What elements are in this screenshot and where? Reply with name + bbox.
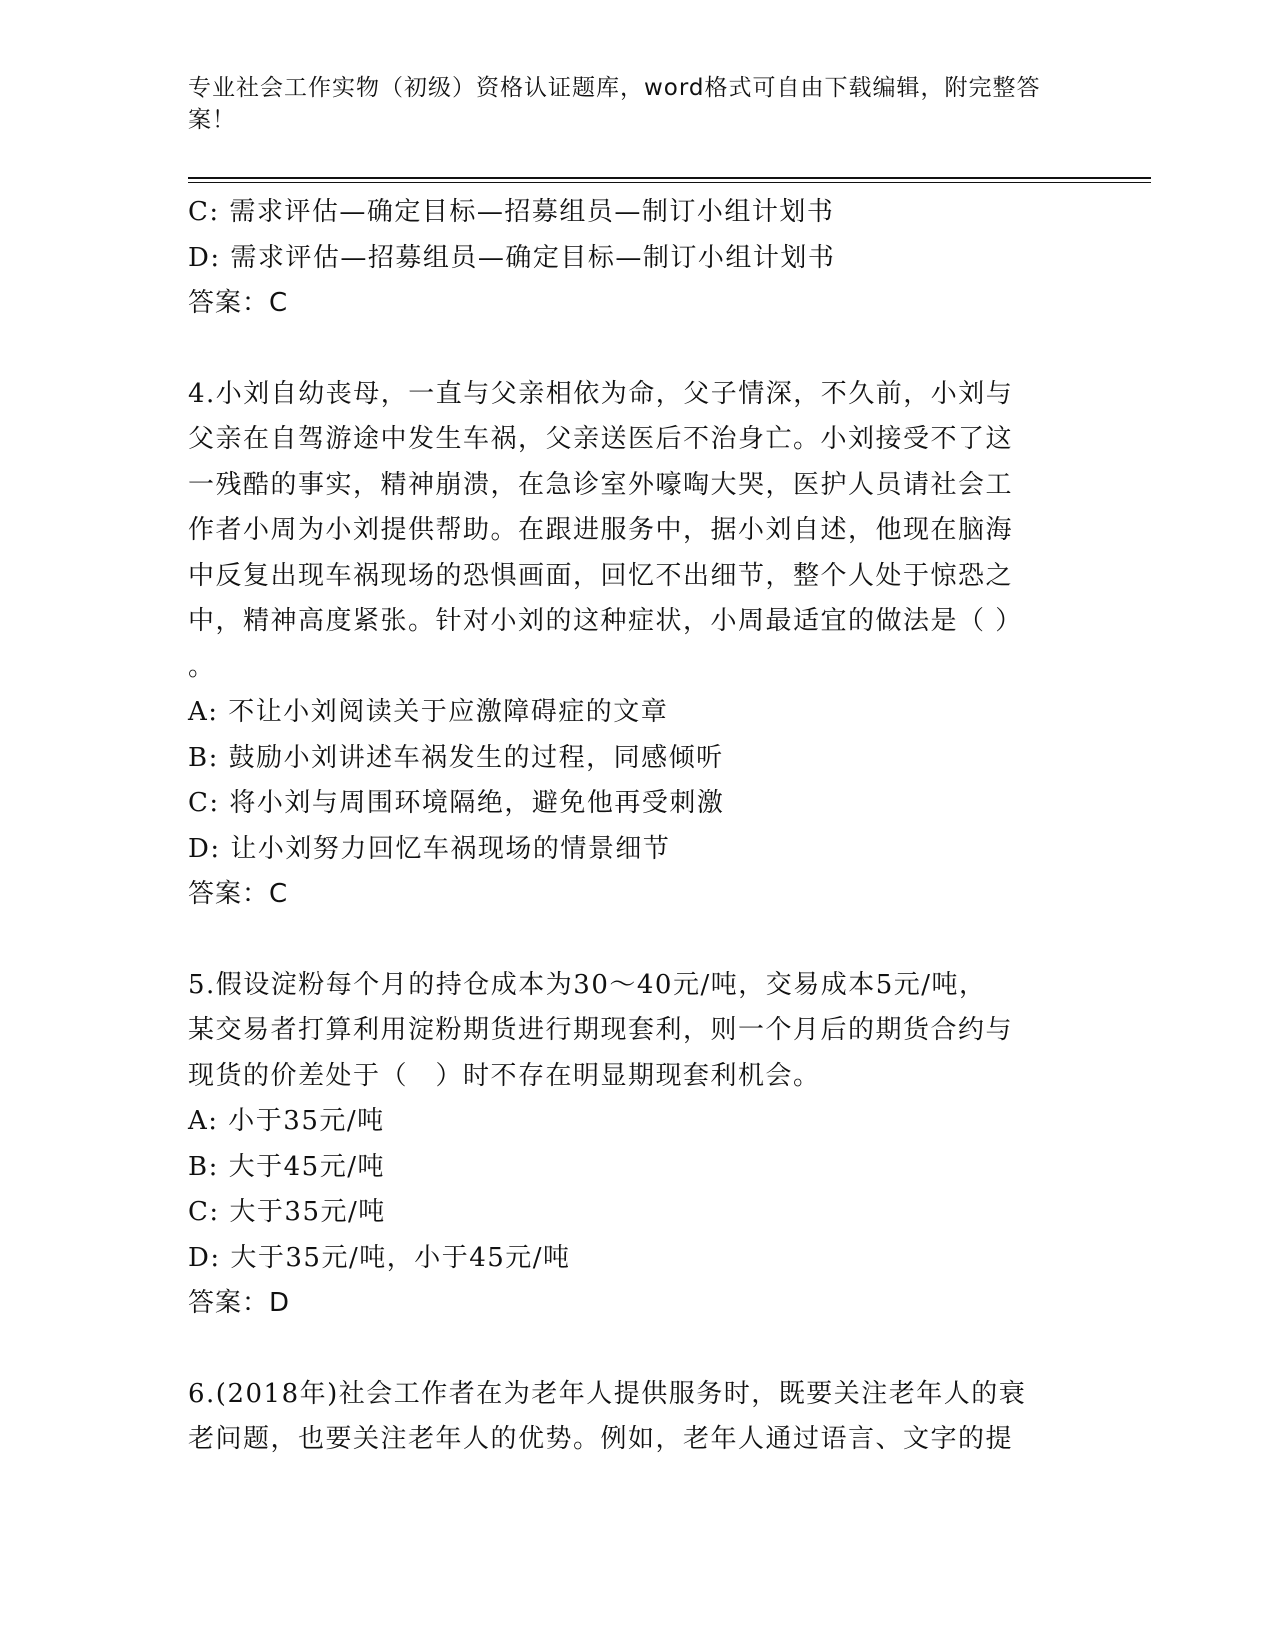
option-a: A: 小于35元/吨 [188,1106,385,1136]
answer-line: 答案：C [188,879,289,909]
question-stem-line: 5.假设淀粉每个月的持仓成本为30～40元/吨，交易成本5元/吨， [188,969,987,1000]
question-stem-line: 某交易者打算利用淀粉期货进行期现套利，则一个月后的期货合约与 [188,1015,1014,1045]
option-d: D: 大于35元/吨，小于45元/吨 [188,1242,571,1273]
header-divider-thick [188,177,1151,179]
question-stem-line: 6.(2018年)社会工作者在为老年人提供服务时，既要关注老年人的衰 [188,1378,1027,1409]
option-c: C: 将小刘与周围环境隔绝，避免他再受刺激 [188,788,725,818]
question-stem-line: 4.小刘自幼丧母，一直与父亲相依为命，父子情深，不久前，小刘与 [188,378,1014,409]
spacer [188,1327,1068,1372]
question-stem-line: 中反复出现车祸现场的恐惧画面，回忆不出细节，整个人处于惊恐之 [188,560,1014,591]
question-5 [188,963,1068,1327]
question-stem-line: 一残酷的事实，精神崩溃，在急诊室外嚎啕大哭，医护人员请社会工 [188,469,1014,500]
header-line-2: 案！ [188,107,236,133]
question-stem-line: 作者小周为小刘提供帮助。在跟进服务中，据小刘自述，他现在脑海 [188,515,1014,545]
option-d: D: 需求评估—招募组员—确定目标—制订小组计划书 [188,242,836,273]
answer-line: 答案：D [188,1288,291,1318]
question-6 [188,1372,1068,1463]
option-c: C: 需求评估—确定目标—招募组员—制订小组计划书 [188,197,835,227]
option-a: A: 不让小刘阅读关于应激障碍症的文章 [188,697,669,727]
question-stem-line: 父亲在自驾游途中发生车祸，父亲送医后不治身亡。小刘接受不了这 [188,424,1014,454]
option-d: D: 让小刘努力回忆车祸现场的情景细节 [188,833,671,864]
question-stem-line: 中，精神高度紧张。针对小刘的这种症状，小周最适宜的做法是（ ） [188,606,1023,636]
header-line-1: 专业社会工作实物（初级）资格认证题库，word格式可自由下载编辑，附完整答 [188,75,1041,101]
option-b: B: 大于45元/吨 [188,1151,385,1182]
question-stem-line: 老问题，也要关注老年人的优势。例如，老年人通过语言、文字的提 [188,1424,1014,1454]
option-b: B: 鼓励小刘讲述车祸发生的过程，同感倾听 [188,742,724,773]
question-stem-line: 。 [188,651,216,682]
spacer [188,327,1068,372]
option-c: C: 大于35元/吨 [188,1197,386,1227]
spacer [188,918,1068,963]
document-body [188,190,1068,1463]
header-note [188,72,1068,136]
question-stem-line: 现货的价差处于（ ）时不存在明显期现套利机会。 [188,1060,821,1091]
question-3-tail [188,190,1068,327]
header-divider-thin [188,182,1151,183]
answer-line: 答案：C [188,288,289,318]
question-4 [188,372,1068,918]
